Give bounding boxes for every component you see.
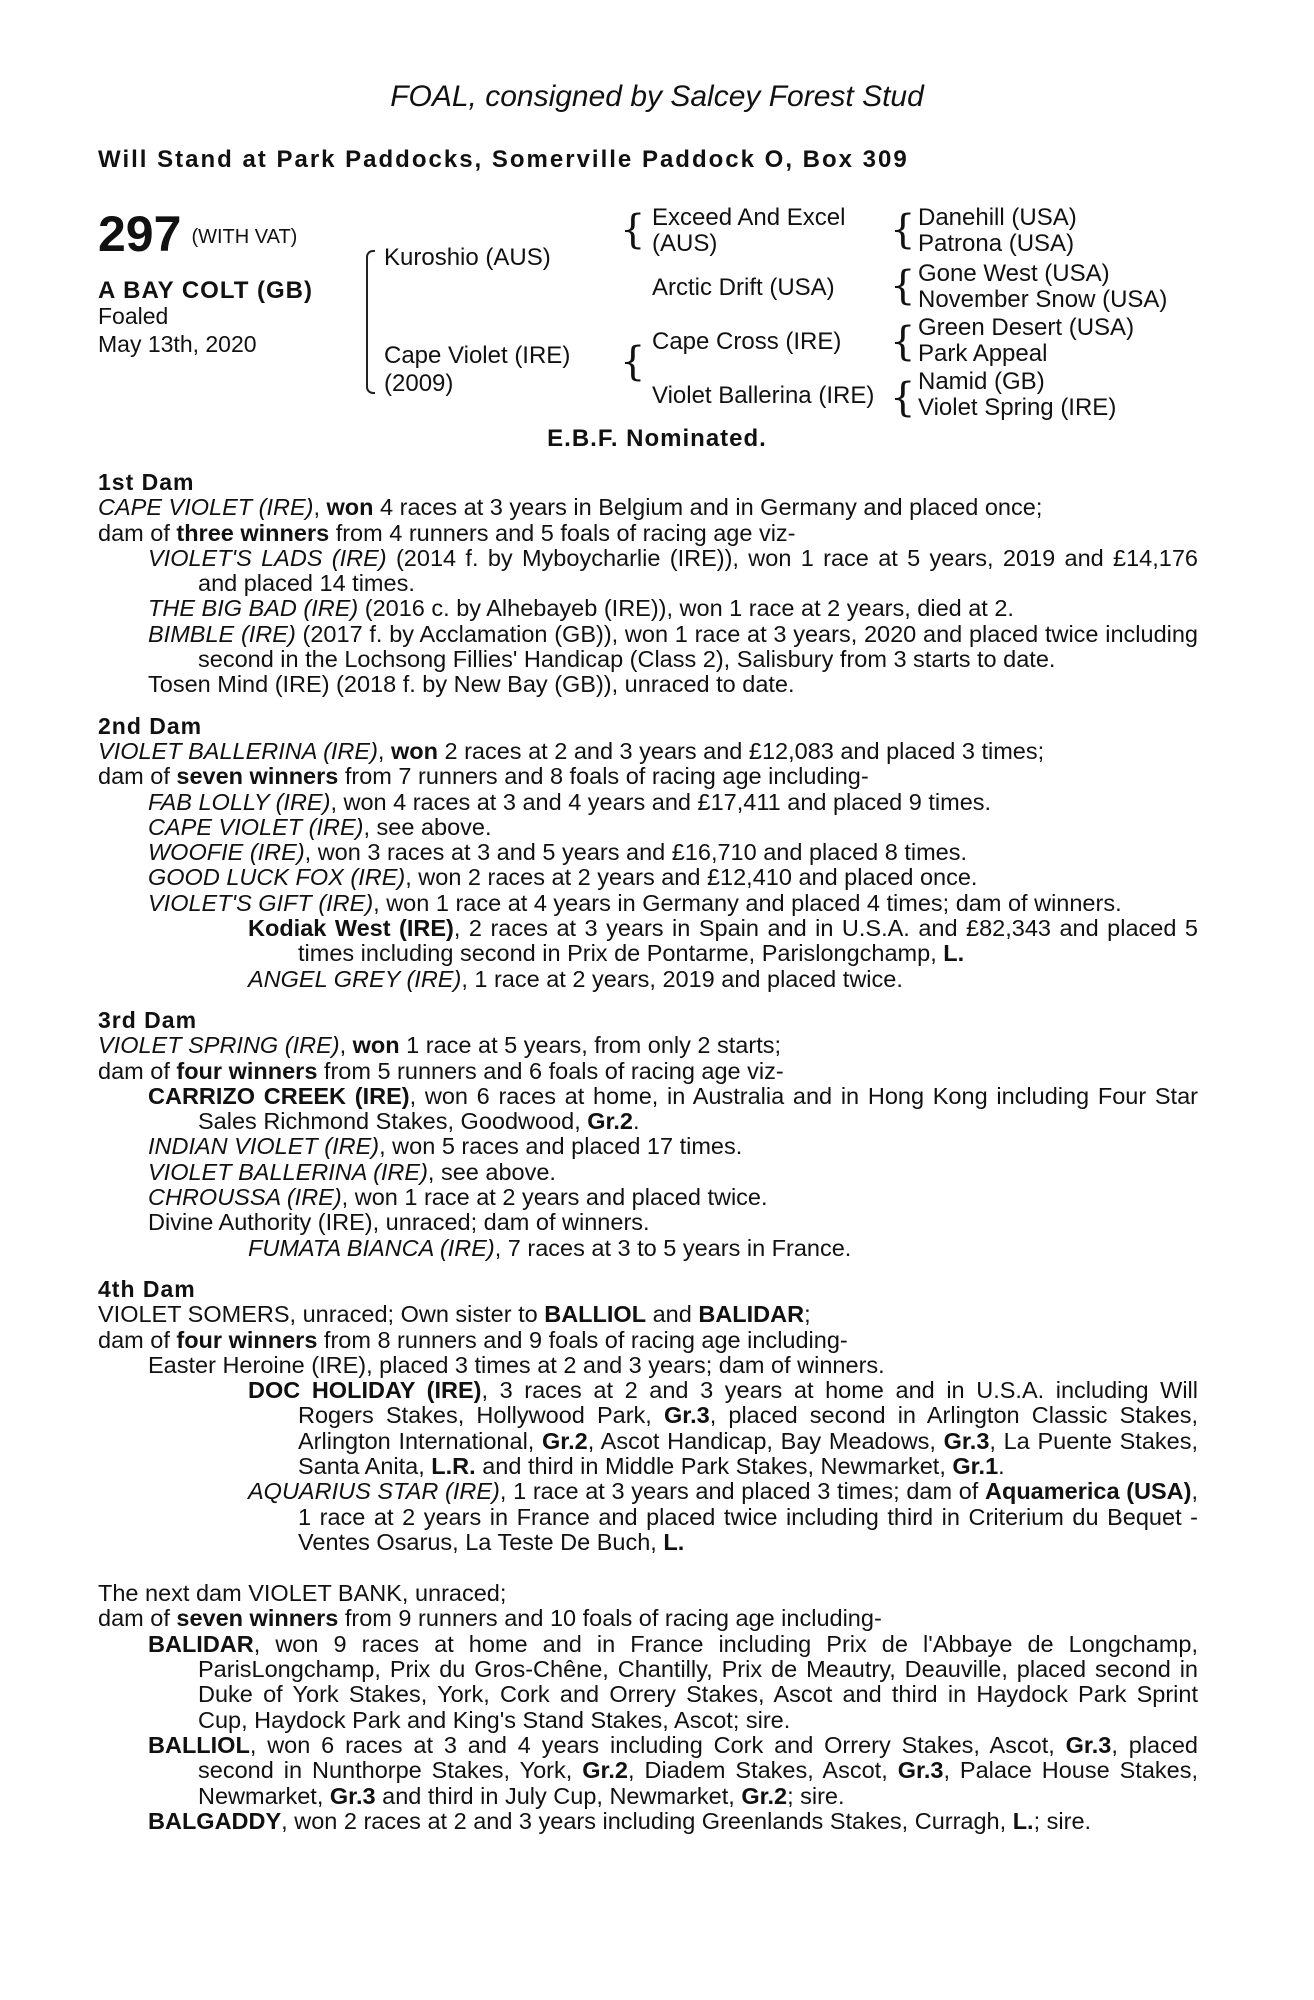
pedigree-brace: { — [890, 375, 916, 421]
dam-dam-sire: Namid (GB) — [918, 368, 1045, 395]
sire-sire-sire: Danehill (USA) — [918, 204, 1077, 231]
pedigree-brace: { — [890, 319, 916, 365]
pedigree-brace: { — [890, 263, 916, 309]
dam-record: CAPE VIOLET (IRE), won 4 races at 3 years in Belgium and in Germany and placed once; — [98, 494, 1043, 521]
dam-year: (2009) — [384, 370, 454, 397]
offspring-entry: VIOLET BALLERINA (IRE), see above. — [148, 1158, 556, 1185]
dam-produce-summary: dam of four winners from 8 runners and 9 foals of racing age including- — [98, 1326, 848, 1353]
section-heading: 2nd Dam — [98, 712, 203, 739]
ebf-nomination: E.B.F. Nominated. — [547, 425, 767, 452]
offspring-entry: BALIDAR, won 9 races at home and in France including Prix de l'Abbaye de Longchamp, ParisLongchamp, Prix du Gros-Chêne, Chantilly, Prix de Meautry, Deauville, placed second in Duke of York Stakes, York, Cork and Orrery Stakes, Ascot and third in Haydock Park Sprint Cup, Haydock Park and King's Stand Stakes, Ascot; sire. — [148, 1630, 1198, 1733]
consignment-line: FOAL, consigned by Salcey Forest Stud — [390, 80, 924, 113]
offspring-entry: Divine Authority (IRE), unraced; dam of winners. — [148, 1209, 650, 1236]
sire-sire: Exceed And Excel — [652, 204, 846, 231]
grand-offspring-entry: AQUARIUS STAR (IRE), 1 race at 3 years and placed 3 times; dam of Aquamerica (USA), 1 race at 2 years in France and placed twice including third in Criterium du Bequet - Ventes Osarus, La Teste De Buch, L. — [248, 1478, 1199, 1555]
offspring-entry: WOOFIE (IRE), won 3 races at 3 and 5 years and £16,710 and placed 8 times. — [148, 839, 968, 866]
sire-sire-dam: Patrona (USA) — [918, 230, 1075, 257]
section-heading: 1st Dam — [98, 469, 195, 495]
offspring-entry: Tosen Mind (IRE) (2018 f. by New Bay (GB)), unraced to date. — [148, 671, 795, 698]
dam-record: VIOLET BALLERINA (IRE), won 2 races at 2 and 3 years and £12,083 and placed 3 times; — [98, 737, 1045, 764]
grand-offspring-entry: ANGEL GREY (IRE), 1 race at 2 years, 2019 and placed twice. — [248, 965, 903, 992]
dam-produce-summary: dam of seven winners from 9 runners and 10 foals of racing age including- — [98, 1605, 882, 1632]
stand-location: Will Stand at Park Paddocks, Somerville Paddock O, Box 309 — [98, 146, 909, 173]
dam-produce-summary: dam of seven winners from 7 runners and 8 foals of racing age including- — [98, 763, 869, 790]
grand-offspring-entry: DOC HOLIDAY (IRE), 3 races at 2 and 3 years at home and in U.S.A. including Will Rogers Stakes, Hollywood Park, Gr.3, placed second in Arlington Classic Stakes, Arlington International, Gr.2, Ascot Handicap, Bay Meadows, Gr.3, La Puente Stakes, Santa Anita, L.R. and third in Middle Park Stakes, Newmarket, Gr.1. — [248, 1377, 1198, 1479]
offspring-entry: BALLIOL, won 6 races at 3 and 4 years including Cork and Orrery Stakes, Ascot, Gr.3, placed second in Nunthorpe Stakes, York, Gr.2, Diadem Stakes, Ascot, Gr.3, Palace House Stakes, Newmarket, Gr.3 and third in July Cup, Newmarket, Gr.2; sire. — [148, 1731, 1198, 1809]
dam-record: VIOLET SPRING (IRE), won 1 race at 5 years, from only 2 starts; — [98, 1032, 782, 1059]
sire-sire-country: (AUS) — [652, 230, 718, 257]
dam-dam: Violet Ballerina (IRE) — [652, 382, 875, 409]
pedigree-brace — [366, 250, 375, 394]
grand-offspring-entry: FUMATA BIANCA (IRE), 7 races at 3 to 5 years in France. — [248, 1234, 852, 1261]
offspring-entry: INDIAN VIOLET (IRE), won 5 races and placed 17 times. — [148, 1133, 743, 1160]
sire: Kuroshio (AUS) — [384, 244, 551, 271]
offspring-entry: BALGADDY, won 2 races at 2 and 3 years including Greenlands Stakes, Curragh, L.; sire. — [148, 1807, 1092, 1834]
dam-record: VIOLET SOMERS, unraced; Own sister to BALLIOL and BALIDAR; — [98, 1301, 811, 1328]
foaled-date: May 13th, 2020 — [98, 331, 257, 357]
offspring-entry: THE BIG BAD (IRE) (2016 c. by Alhebayeb (IRE)), won 1 race at 2 years, died at 2. — [148, 595, 1014, 622]
dam-produce-summary: dam of three winners from 4 runners and 5 foals of racing age viz- — [98, 519, 796, 546]
offspring-entry: GOOD LUCK FOX (IRE), won 2 races at 2 years and £12,410 and placed once. — [148, 864, 978, 891]
pedigree-brace: { — [620, 339, 646, 385]
lot-number: 297 (WITH VAT) — [98, 206, 298, 262]
section-heading: 4th Dam — [98, 1275, 196, 1302]
dam: Cape Violet (IRE) — [384, 342, 571, 369]
offspring-entry: Easter Heroine (IRE), placed 3 times at 2 and 3 years; dam of winners. — [148, 1351, 885, 1378]
offspring-entry: CHROUSSA (IRE), won 1 race at 2 years and placed twice. — [148, 1184, 768, 1211]
dam-produce-summary: dam of four winners from 5 runners and 6 foals of racing age viz- — [98, 1057, 784, 1084]
offspring-entry: CAPE VIOLET (IRE), see above. — [148, 813, 492, 840]
dam-dam-dam: Violet Spring (IRE) — [918, 394, 1117, 421]
grand-offspring-entry: Kodiak West (IRE), 2 races at 3 years in Spain and in U.S.A. and £82,343 and placed 5 times including second in Prix de Pontarme, Parislongchamp, L. — [248, 915, 1198, 967]
pedigree-brace: { — [890, 207, 916, 253]
offspring-entry: VIOLET'S GIFT (IRE), won 1 race at 4 years in Germany and placed 4 times; dam of winners. — [148, 889, 1122, 916]
dam-sire-sire: Green Desert (USA) — [918, 314, 1135, 341]
offspring-entry: BIMBLE (IRE) (2017 f. by Acclamation (GB)), won 1 race at 3 years, 2020 and placed twice including second in the Lochsong Fillies' Handicap (Class 2), Salisbury from 3 starts to date. — [148, 620, 1198, 673]
catalogue-body — [98, 470, 1198, 1834]
offspring-entry: VIOLET'S LADS (IRE) (2014 f. by Myboycharlie (IRE)), won 1 race at 5 years, 2019 and £14,176 and placed 14 times. — [148, 544, 1198, 597]
vat-note: (WITH VAT) — [191, 226, 298, 249]
dam-sire-dam: Park Appeal — [918, 340, 1048, 367]
next-dam-record: The next dam VIOLET BANK, unraced; — [98, 1580, 507, 1607]
dam-sire: Cape Cross (IRE) — [652, 328, 842, 355]
sire-dam-dam: November Snow (USA) — [918, 286, 1168, 313]
pedigree-brace: { — [620, 207, 646, 253]
horse-description: A BAY COLT (GB) — [98, 277, 314, 304]
offspring-entry: FAB LOLLY (IRE), won 4 races at 3 and 4 years and £17,411 and placed 9 times. — [148, 788, 992, 815]
foaled-label: Foaled — [98, 303, 169, 329]
offspring-entry: CARRIZO CREEK (IRE), won 6 races at home, in Australia and in Hong Kong including Four Star Sales Richmond Stakes, Goodwood, Gr.2. — [148, 1082, 1198, 1135]
sire-dam-sire: Gone West (USA) — [918, 260, 1110, 287]
sire-dam: Arctic Drift (USA) — [652, 274, 835, 301]
section-heading: 3rd Dam — [98, 1006, 198, 1033]
